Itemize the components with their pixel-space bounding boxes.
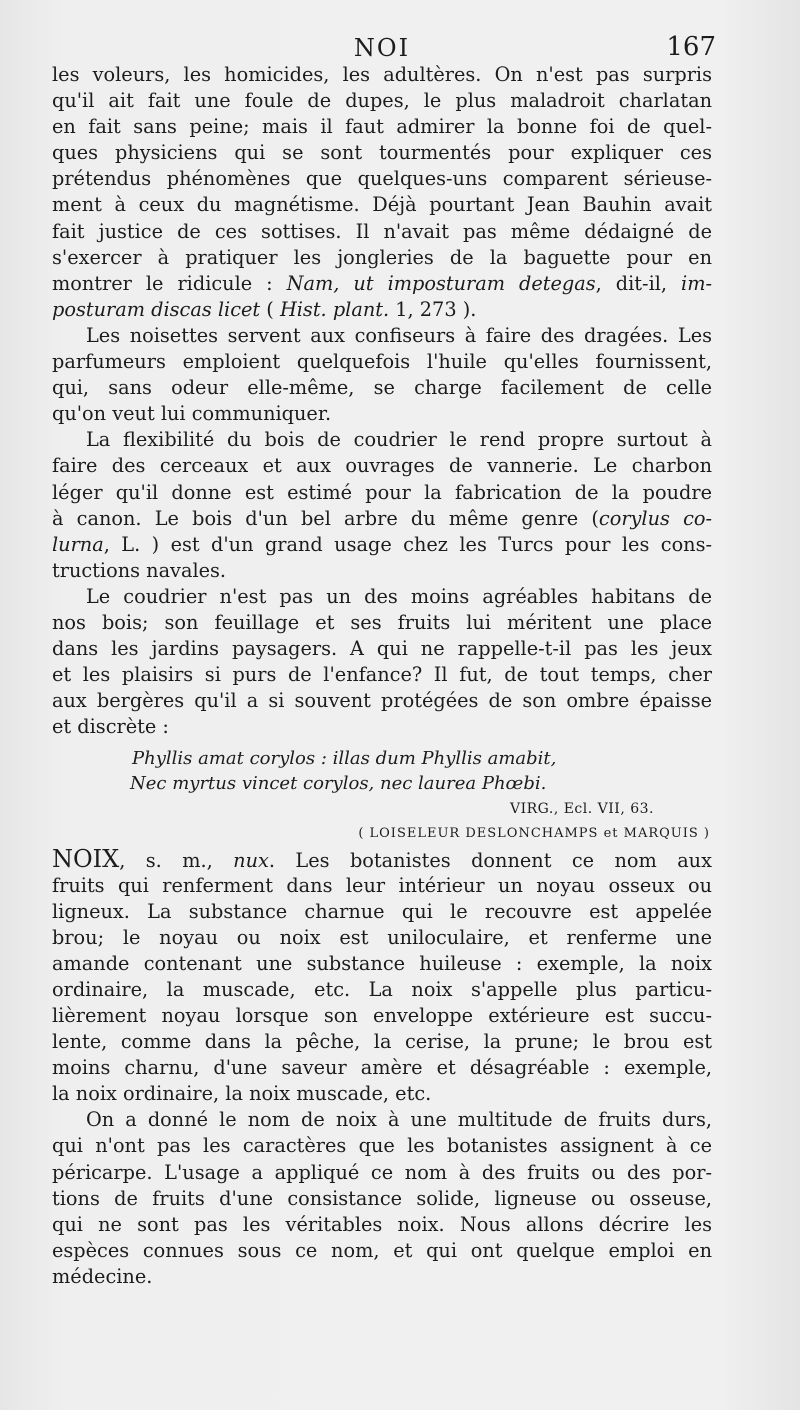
verse-line: Nec myrtus vincet corylos, nec laurea Phœbi. — [130, 773, 547, 795]
latin-quote: im- — [681, 271, 712, 295]
text-line: et discrète : — [52, 715, 169, 739]
paragraph — [52, 1107, 712, 1290]
text-line: qu'il ait fait une foule de dupes, le plus maladroit charlatan — [52, 89, 712, 113]
dictionary-entry — [52, 846, 712, 1107]
text-span: 1, 273 ). — [389, 297, 477, 321]
page-number: 167 — [666, 32, 716, 62]
text-line: qui ne sont pas les véritables noix. Nous allons décrire les — [52, 1212, 712, 1236]
text-line: les voleurs, les homicides, les adultères. On n'est pas surpris — [52, 63, 712, 86]
text-line: lièrement noyau lorsque son enveloppe extérieure est succu- — [52, 1004, 712, 1027]
latin-quote: Nam, ut imposturam detegas — [286, 271, 596, 295]
text-line: parfumeurs emploient quelquefois l'huile qu'elles fournissent, — [52, 350, 712, 374]
text-line: Le coudrier n'est pas un des moins agréables habitans de — [86, 584, 712, 608]
text-line: nos bois; son feuillage et ses fruits lui méritent une place — [52, 610, 712, 634]
paragraph — [52, 584, 712, 741]
text-line — [52, 297, 712, 323]
text-line: tructions navales. — [52, 558, 227, 582]
text-line: dans les jardins paysagers. A qui ne rappelle-t-il pas les jeux — [52, 637, 712, 661]
latin-name: lurna — [52, 532, 104, 556]
paragraph — [52, 427, 712, 584]
text-span: ( — [260, 297, 280, 321]
entry-word: NOIX — [52, 846, 120, 873]
text-line: Les noisettes servent aux confiseurs à faire des dragées. Les — [86, 323, 712, 347]
entry-head-line — [52, 846, 712, 872]
verse-quote — [52, 746, 712, 796]
entry-grammar: , s. m., — [119, 849, 234, 873]
paragraph — [52, 323, 712, 427]
text-line: aux bergères qu'il a si souvent protégées de son ombre épaisse — [52, 689, 712, 713]
text-span: à canon. Le bois d'un bel arbre du même genre ( — [52, 506, 599, 530]
reference-title: Hist. plant. — [279, 297, 390, 321]
text-line: ques physiciens qui se sont tourmentés pour expliquer ces — [52, 141, 712, 165]
text-span: , dit-il, — [595, 271, 682, 295]
text-line — [52, 532, 712, 558]
text-line: moins charnu, d'une saveur amère et désagréable : exemple, — [52, 1056, 712, 1080]
text-line: péricarpe. L'usage a appliqué ce nom à des fruits ou des por- — [52, 1160, 712, 1184]
text-line — [52, 506, 712, 532]
paragraph — [52, 62, 712, 323]
text-line: en fait sans peine; mais il faut admirer la bonne foi de quel- — [52, 115, 712, 139]
text-line: ment à ceux du magnétisme. Déjà pourtant Jean Bauhin avait — [52, 193, 712, 217]
latin-name: corylus co- — [598, 506, 712, 530]
text-line: ligneux. La substance charnue qui le recouvre est appelée — [52, 899, 712, 923]
text-line: et les plaisirs si purs de l'enfance? Il fut, de tout temps, cher — [52, 663, 712, 687]
text-line: s'exercer à pratiquer les jongleries de la baguette pour en — [52, 245, 712, 269]
text-line — [52, 271, 712, 297]
text-line: fruits qui renferment dans leur intérieur un noyau osseux ou — [52, 873, 712, 897]
text-line: brou; le noyau ou noix est uniloculaire, et renferme une — [52, 925, 712, 949]
text-line: qu'on veut lui communiquer. — [52, 402, 332, 426]
text-line: médecine. — [52, 1264, 153, 1288]
text-line: lente, comme dans la pêche, la cerise, la prune; le brou est — [52, 1030, 712, 1054]
text-line: amande contenant une substance huileuse : exemple, la noix — [52, 951, 712, 975]
text-line: ordinaire, la muscade, etc. La noix s'appelle plus particu- — [52, 977, 712, 1001]
text-line: qui n'ont pas les caractères que les botanistes assignent à ce — [52, 1134, 712, 1158]
text-line: faire des cerceaux et aux ouvrages de vannerie. Le charbon — [52, 454, 712, 478]
text-line: fait justice de ces sottises. Il n'avait pas même dédaigné de — [52, 219, 712, 243]
text-span: montrer le ridicule : — [52, 271, 287, 295]
verse-citation: VIRG., Ecl. VII, 63. — [510, 801, 654, 818]
verse-line: Phyllis amat corylos : illas dum Phyllis amabit, — [132, 748, 557, 770]
text-line: tions de fruits d'une consistance solide, ligneuse ou osseuse, — [52, 1186, 712, 1210]
text-line: qui, sans odeur elle-même, se charge facilement de celle — [52, 376, 712, 400]
text-line: On a donné le nom de noix à une multitude de fruits durs, — [86, 1108, 712, 1132]
text-line: prétendus phénomènes que quelques-uns comparent sérieuse- — [52, 167, 712, 191]
text-span: . Les botanistes donnent ce nom aux — [268, 849, 712, 873]
entry-latin: nux — [233, 849, 269, 873]
text-line: La flexibilité du bois de coudrier le rend propre surtout à — [86, 428, 712, 452]
text-line: espèces connues sous ce nom, et qui ont quelque emploi en — [52, 1238, 712, 1262]
text-span: , L. ) est d'un grand usage chez les Turcs pour les cons- — [103, 532, 712, 556]
author-signature: ( LOISELEUR DESLONCHAMPS et MARQUIS ) — [358, 826, 710, 842]
latin-quote: posturam discas licet — [52, 297, 261, 321]
text-line: léger qu'il donne est estimé pour la fabrication de la poudre — [52, 480, 712, 504]
text-block — [52, 62, 712, 1290]
running-head: NOI — [353, 34, 411, 62]
text-line: la noix ordinaire, la noix muscade, etc. — [52, 1082, 432, 1106]
